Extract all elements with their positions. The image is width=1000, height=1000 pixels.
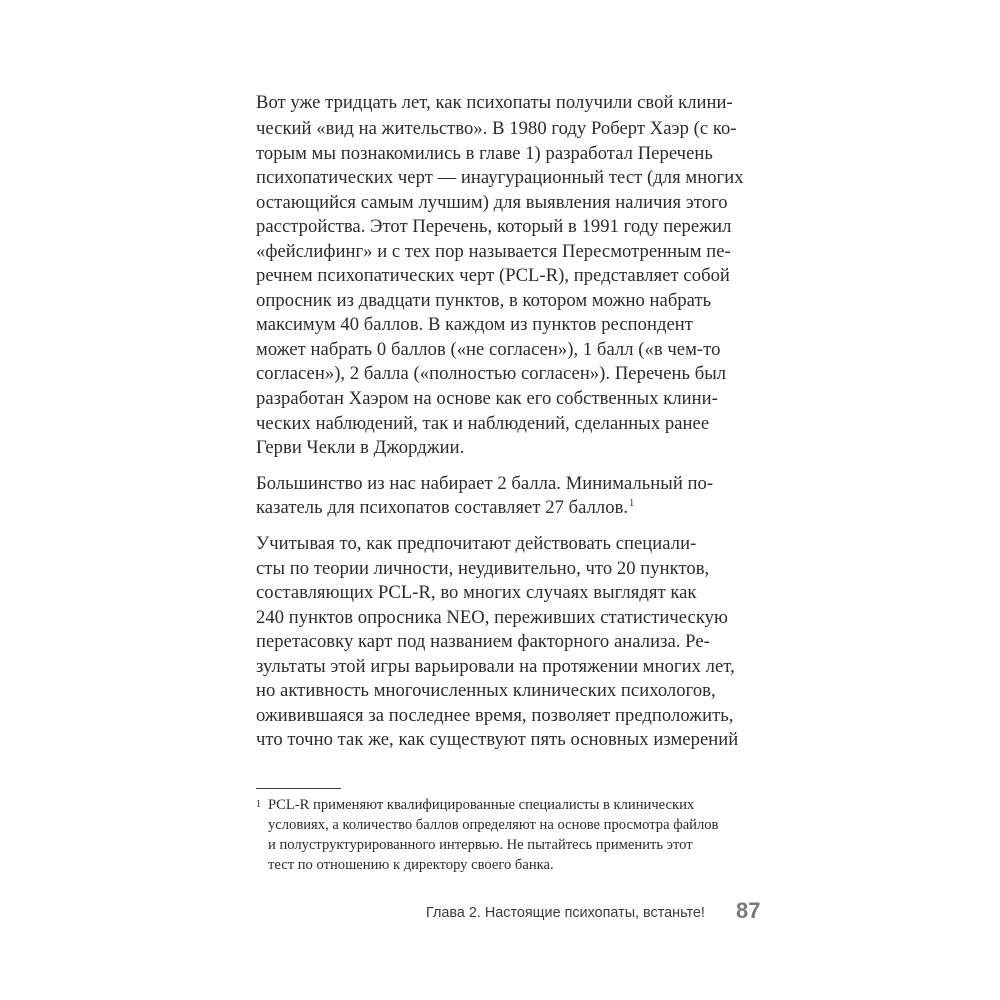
body-text-line (256, 497, 634, 519)
running-head: Глава 2. Настоящие психопаты, встаньте! (426, 905, 705, 921)
body-text-line: Вот уже тридцать лет, как психопаты получили свой клини- (256, 92, 733, 113)
body-text-line: максимум 40 баллов. В каждом из пунктов респондент (256, 314, 693, 335)
body-text-line: речнем психопатических черт (PCL-R), представляет собой (256, 265, 730, 286)
body-text-line: разработан Хаэром на основе как его собственных клини- (256, 388, 718, 409)
body-text-line: но активность многочисленных клинических психологов, (256, 680, 716, 701)
footnote-text-line: и полуструктурированного интервью. Не пытайтесь применить этот (268, 837, 693, 853)
footnote-reference[interactable]: 1 (629, 497, 635, 509)
body-text-line: остающийся самым лучшим) для выявления наличия этого (256, 192, 728, 213)
page-number: 87 (736, 898, 761, 923)
footnote-text-line: условиях, а количество баллов определяют на основе просмотра файлов (268, 817, 719, 833)
body-text-line: что точно так же, как существуют пять основных измерений (256, 729, 739, 750)
body-text-line: ческий «вид на жительство». В 1980 году Роберт Хаэр (с ко- (256, 118, 737, 139)
body-text-line: Герви Чекли в Джорджии. (256, 437, 465, 458)
body-text-line: Большинство из нас набирает 2 балла. Минимальный по- (256, 473, 714, 494)
body-text-line: «фейслифинг» и с тех пор называется Пересмотренным пе- (256, 241, 731, 262)
body-text-line: оживившаяся за последнее время, позволяет предположить, (256, 705, 734, 726)
footnote-text-line: PCL-R применяют квалифицированные специалисты в клинических (268, 797, 695, 813)
body-text-line: расстройства. Этот Перечень, который в 1991 году пережил (256, 216, 732, 237)
body-text-line: опросник из двадцати пунктов, в котором можно набрать (256, 290, 712, 311)
footnote-text-line: тест по отношению к директору своего банка. (268, 857, 554, 873)
body-text-line: может набрать 0 баллов («не согласен»), 1 балл («в чем-то (256, 339, 721, 360)
footnote-separator (256, 788, 341, 789)
body-text-line: сты по теории личности, неудивительно, что 20 пунктов, (256, 558, 710, 579)
body-text-line: зультаты этой игры варьировали на протяжении многих лет, (256, 656, 735, 677)
body-text-span: казатель для психопатов составляет 27 баллов. (256, 497, 629, 518)
body-text-line: составляющих PCL-R, во многих случаях выглядят как (256, 582, 697, 603)
body-text-line: Учитывая то, как предпочитают действовать специали- (256, 533, 697, 554)
body-text-line: ческих наблюдений, так и наблюдений, сделанных ранее (256, 413, 710, 434)
footnote-mark: 1 (256, 799, 261, 810)
body-text-line: согласен»), 2 балла («полностью согласен»). Перечень был (256, 363, 727, 384)
body-text-line: 240 пунктов опросника NEO, переживших статистическую (256, 607, 728, 628)
body-text-line: психопатических черт — инаугурационный тест (для многих (256, 167, 744, 188)
body-text-line: перетасовку карт под названием факторного анализа. Ре- (256, 631, 710, 652)
body-text-line: торым мы познакомились в главе 1) разработал Перечень (256, 143, 713, 164)
